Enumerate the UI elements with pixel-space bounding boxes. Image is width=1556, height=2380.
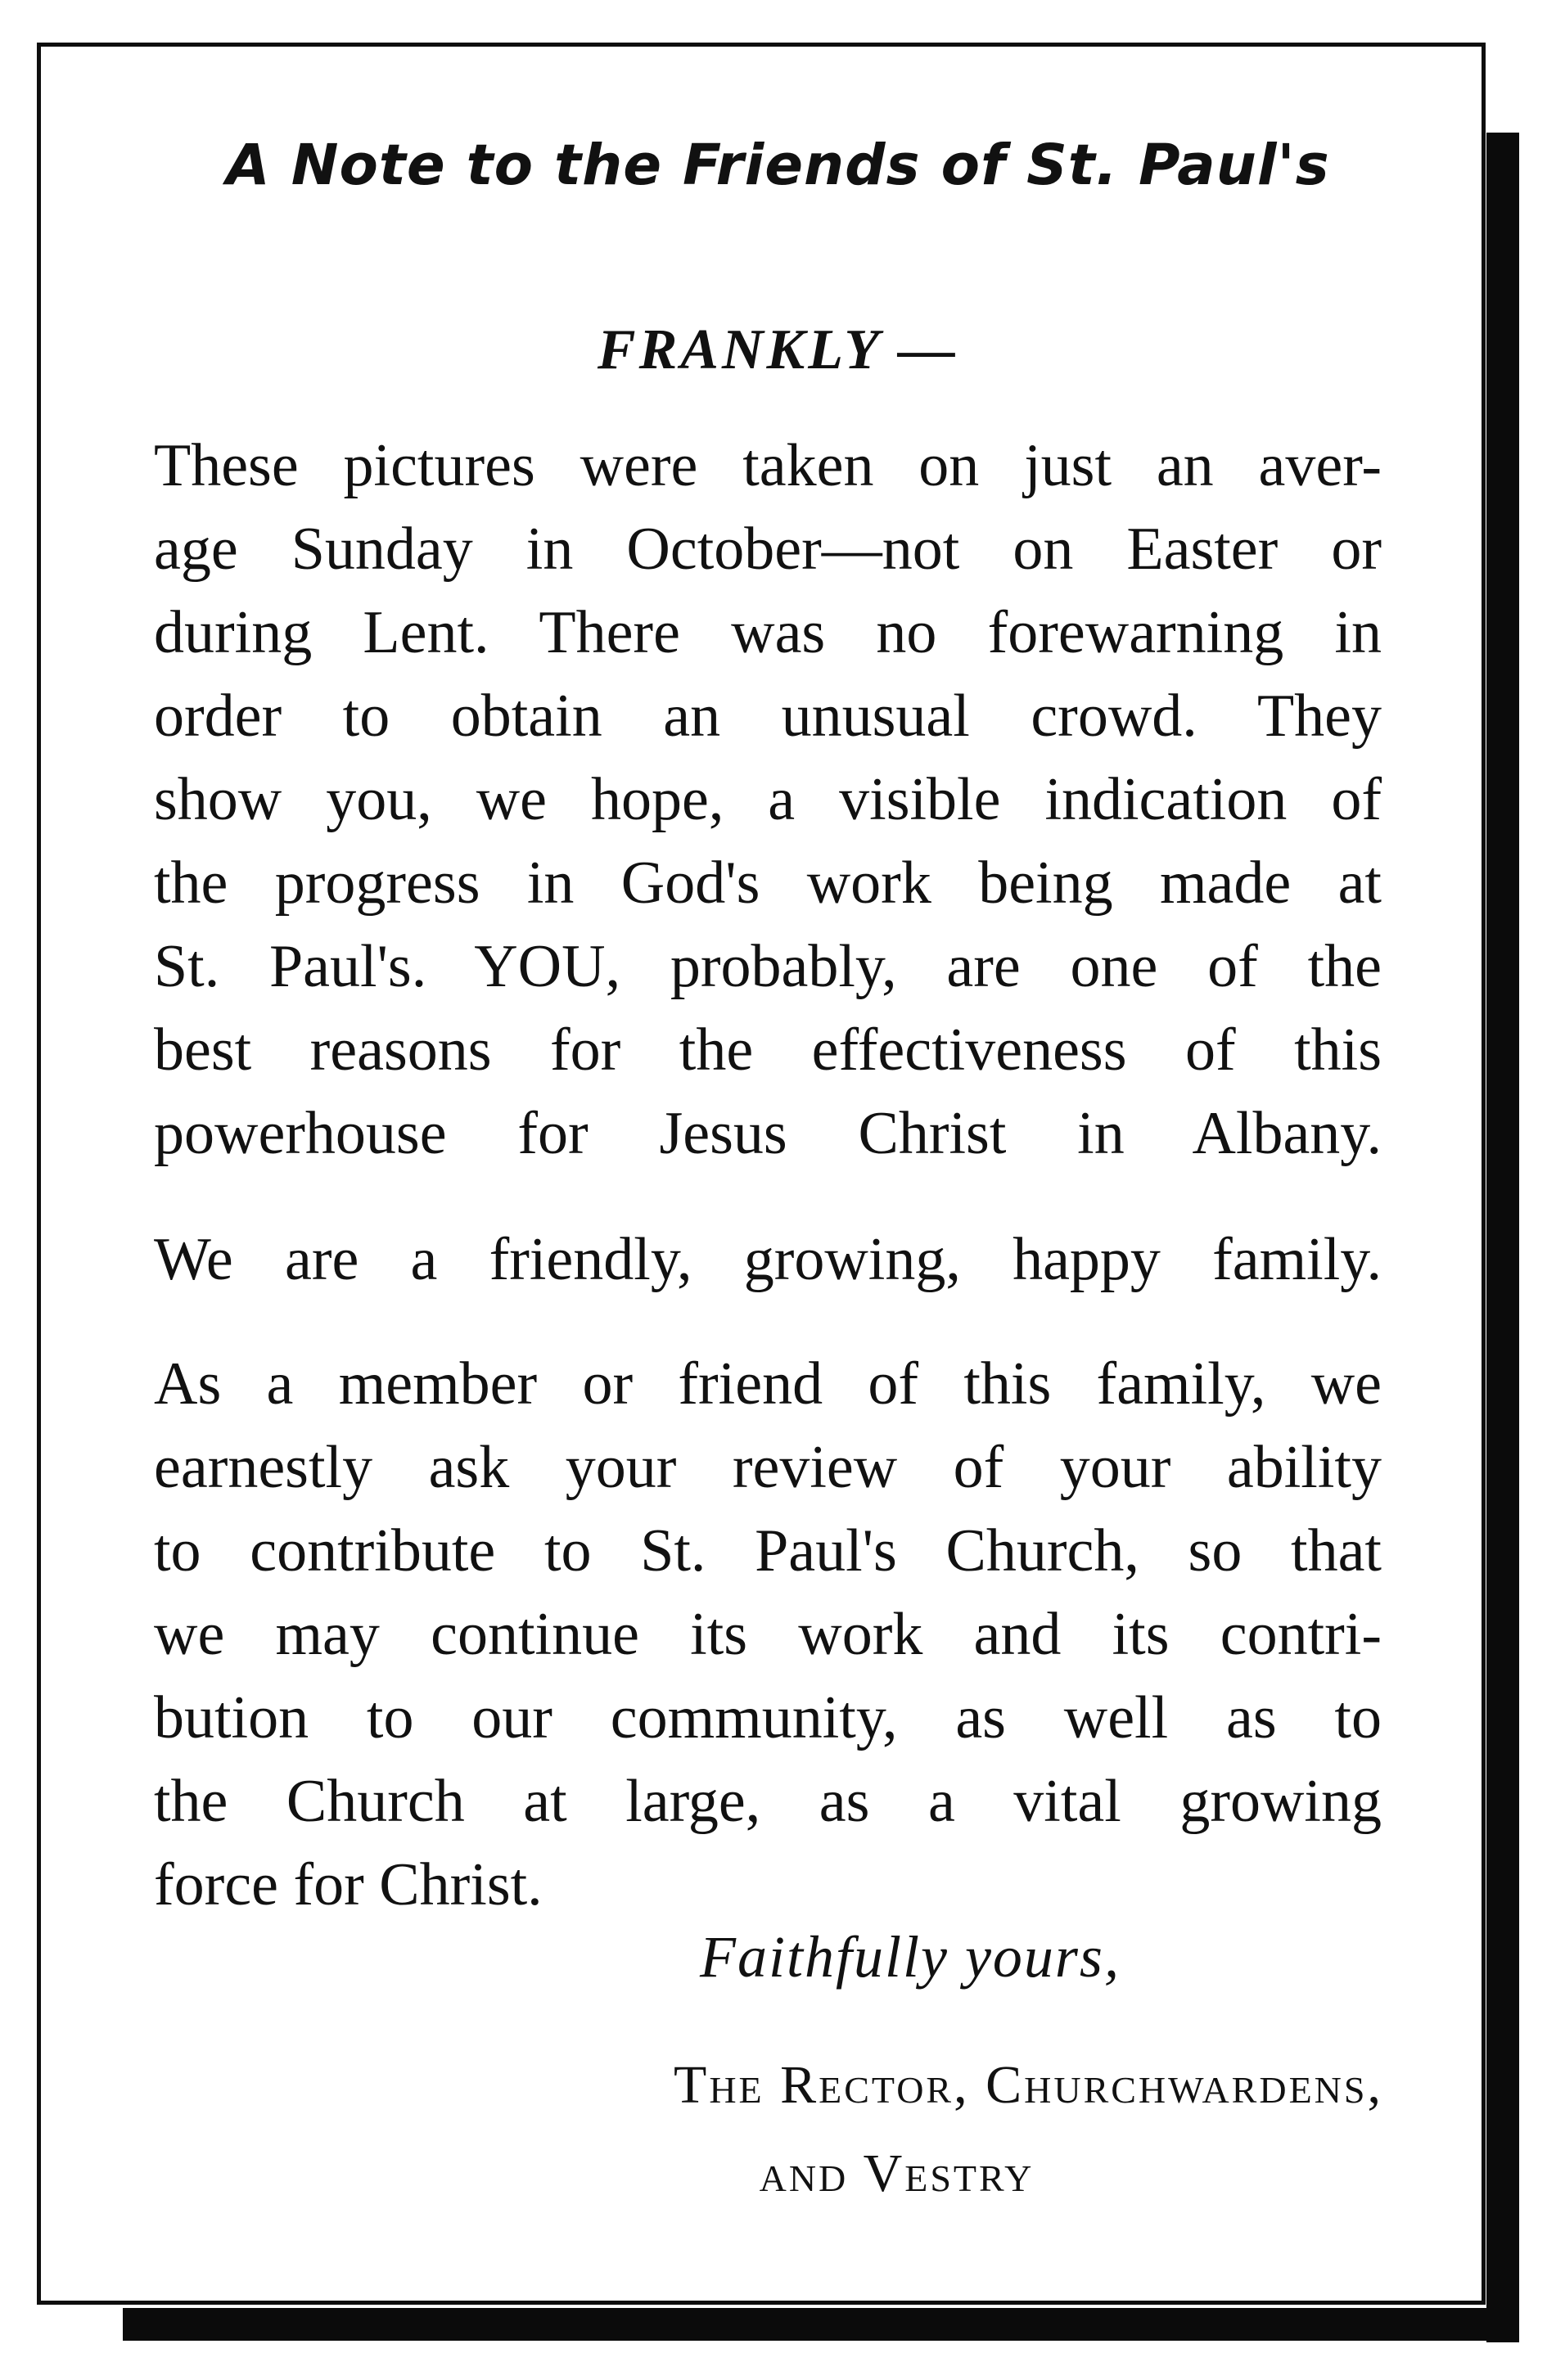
frame-shadow-bottom <box>123 2308 1519 2341</box>
paragraph-1-line: powerhouse for Jesus Christ in Albany. <box>154 1100 1382 1167</box>
paragraph-3-line: bution to our community, as well as to <box>154 1684 1382 1751</box>
paragraph-2 <box>154 1218 1382 1301</box>
paragraph-3-line: force for Christ. <box>154 1851 543 1918</box>
paragraph-3-line: earnestly ask your review of your ability <box>154 1434 1382 1501</box>
paragraph-1-line: show you, we hope, a visible indication of <box>154 766 1382 833</box>
paragraph-1-line: St. Paul's. YOU, probably, are one of the <box>154 933 1382 1000</box>
paragraph-2-line: We are a friendly, growing, happy family. <box>154 1226 1382 1293</box>
signature-line-1: The Rector, Churchwardens, <box>674 2055 1383 2115</box>
subheading: FRANKLY — <box>597 318 959 381</box>
paragraph-1-line: order to obtain an unusual crowd. They <box>154 683 1382 750</box>
paragraph-1-line: the progress in God's work being made at <box>154 850 1382 917</box>
paragraph-3-line: we may continue its work and its contri- <box>154 1601 1382 1668</box>
signature-line-2: and Vestry <box>759 2143 1035 2203</box>
paragraph-1-line: age Sunday in October—not on Easter or <box>154 516 1382 583</box>
paragraph-3-line: the Church at large, as a vital growing <box>154 1768 1382 1835</box>
paragraph-1-line: These pictures were taken on just an aver- <box>154 432 1382 499</box>
page-title: A Note to the Friends of St. Paul's <box>226 133 1330 198</box>
frame-shadow-right <box>1486 133 1519 2342</box>
closing-salutation: Faithfully yours, <box>700 1924 1121 1990</box>
paragraph-1-line: during Lent. There was no forewarning in <box>154 599 1382 666</box>
paragraph-3-line: As a member or friend of this family, we <box>154 1350 1382 1418</box>
paragraph-3-line: to contribute to St. Paul's Church, so that <box>154 1517 1382 1584</box>
paragraph-1-line: best reasons for the effectiveness of this <box>154 1016 1382 1084</box>
paragraph-3 <box>154 1342 1382 1927</box>
paragraph-1 <box>154 424 1382 1175</box>
